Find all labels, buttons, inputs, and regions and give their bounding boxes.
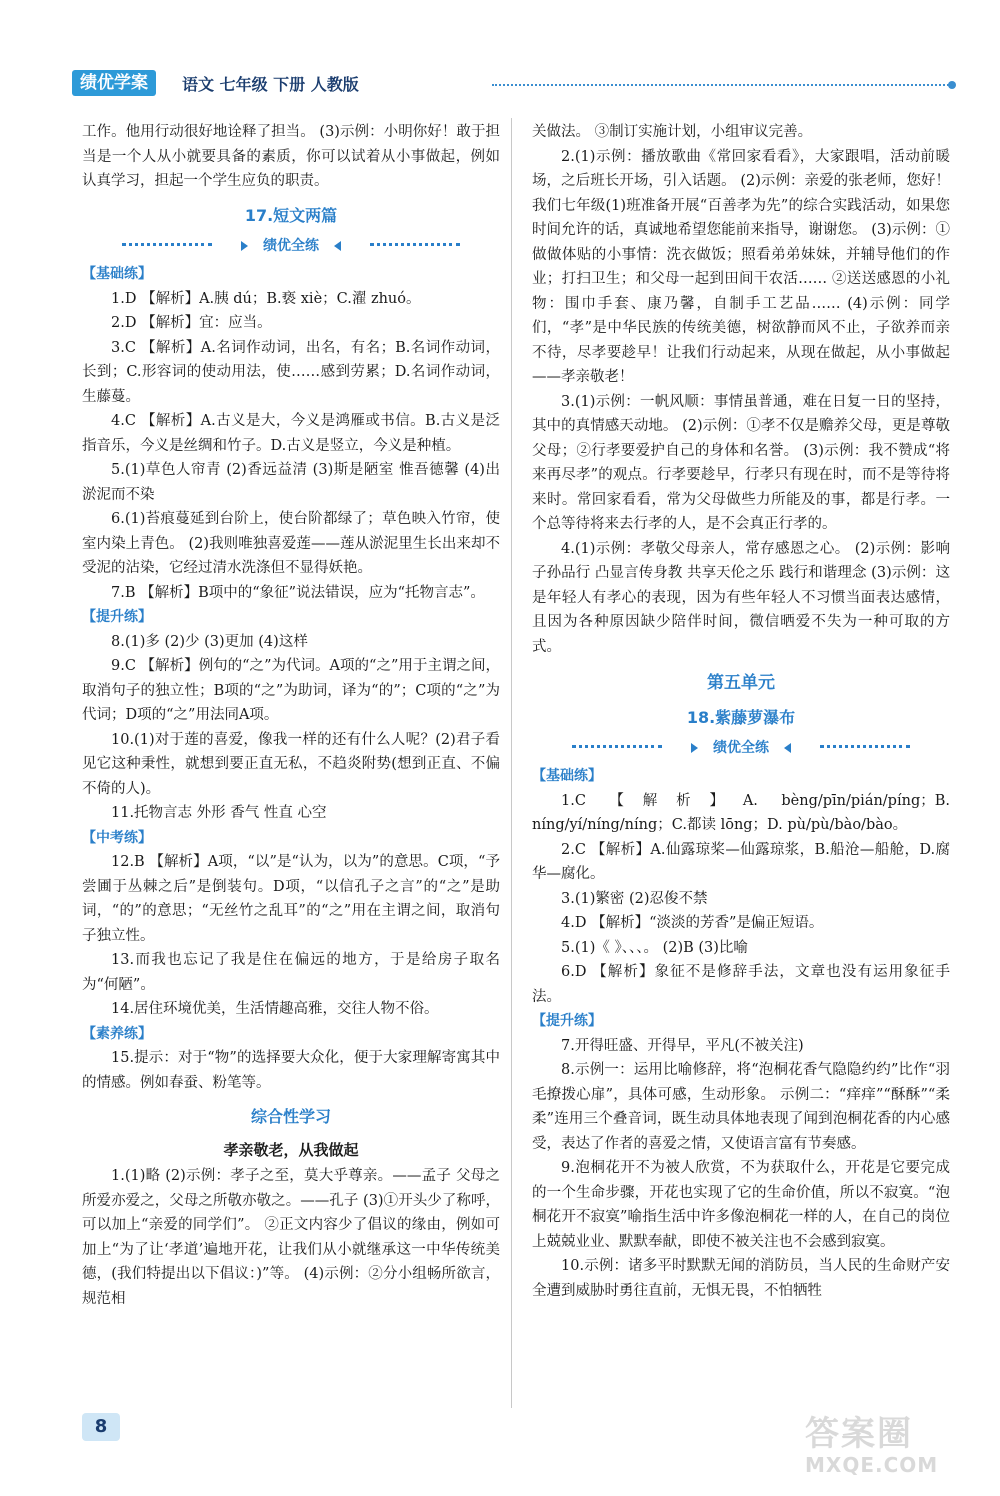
answer-item: 10.示例：诸多平时默默无闻的消防员，当人民的生命财产安全遭到威胁时勇往直前，无惧无畏，不怕牺牲 bbox=[532, 1258, 950, 1299]
brand-logo: 绩优学案 bbox=[72, 70, 156, 96]
answer-item: 7.开得旺盛、开得早，平凡(不被关注) bbox=[561, 1037, 804, 1054]
left-column bbox=[82, 120, 500, 1311]
answer-item: 15.提示：对于“物”的选择要大众化，便于大家理解寄寓其中的情感。例如春蚕、粉笔等。 bbox=[82, 1050, 500, 1091]
column-divider bbox=[511, 118, 512, 1408]
answer-item: 5.(1)草色人帘青 (2)香远益清 (3)斯是陋室 惟吾德馨 (4)出淤泥而不染 bbox=[82, 462, 500, 503]
page-header bbox=[72, 70, 952, 100]
answer-item: 9.泡桐花开不为被人欣赏，不为获取什么，开花是它要完成的一个生命步骤，开花也实现了它的生命价值，所以不寂寞。“泡桐花开不寂寞”喻指生活中许多像泡桐花一样的人，在自己的岗位上兢兢业业、默默奉献，即使不被关注也不会感到寂寞。 bbox=[532, 1160, 950, 1250]
answer-item: 7.B 【解析】B项中的“象征”说法错误，应为“托物言志”。 bbox=[111, 584, 485, 601]
banner-label: 绩优全练 bbox=[713, 740, 769, 756]
practice-banner bbox=[532, 736, 950, 756]
section-18-title: 18.紫藤萝瀑布 bbox=[686, 707, 796, 727]
answer-item: 4.C 【解析】A.古义是大，今义是鸿雁或书信。B.古义是泛指音乐，今义是丝绸和竹子。D.古义是竖立，今义是种植。 bbox=[82, 413, 500, 454]
answer-item: 13.而我也忘记了我是住在偏远的地方，于是给房子取名为“何陋”。 bbox=[82, 952, 500, 993]
answer-item: 1.C 【解析】A. bèng/pīn/pián/píng；B. níng/yí/níng/níng；C.都读 lōng；D. pù/pù/bào/bào。 bbox=[532, 792, 950, 833]
answer-item: 4.(1)示例：孝敬父母亲人，常存感恩之心。 (2)示例：影响子孙品行 凸显言传身教 共享天伦之乐 践行和谐理念 (3)示例：这是年轻人有孝心的表现，因为有些年轻人不习惯当面表达感情，且因为各种原因缺少陪伴时间，微信晒爱不失为一种可取的方式。 bbox=[532, 540, 950, 655]
answer-item: 6.(1)苔痕蔓延到台阶上，使台阶都绿了；草色映入竹帘，使室内染上青色。 (2)我则唯独喜爱莲——莲从淤泥里生长出来却不受泥的沾染，它经过清水洗涤但不显得妖艳。 bbox=[82, 511, 500, 576]
tag-literacy: 【素养练】 bbox=[82, 1025, 152, 1042]
right-column bbox=[532, 120, 950, 1303]
comprehensive-title: 综合性学习 bbox=[250, 1107, 331, 1126]
tag-improve: 【提升练】 bbox=[532, 1013, 602, 1029]
watermark-text: 答案圈 bbox=[805, 1414, 913, 1454]
banner-label: 绩优全练 bbox=[263, 238, 319, 254]
practice-banner bbox=[82, 234, 500, 254]
subject-label: 语文 七年级 下册 人教版 bbox=[182, 75, 359, 94]
banner-dots-left bbox=[572, 745, 662, 748]
answer-item: 12.B 【解析】A项，“以”是“认为，以为”的意思。C项，“予尝圃于丛棘之后”是倒装句。D项，“以信孔子之言”的“之”是助词，“的”的意思；“无丝竹之乱耳”的“之”用在主谓之间，取消句子独立性。 bbox=[82, 854, 500, 944]
tag-exam: 【中考练】 bbox=[82, 829, 152, 846]
page-number: 8 bbox=[82, 1413, 120, 1441]
answer-item: 11.托物言志 外形 香气 性直 心空 bbox=[111, 805, 327, 821]
watermark-url: MXQE.COM bbox=[805, 1453, 939, 1477]
section-17-title: 17.短文两篇 bbox=[244, 205, 338, 225]
answer-item: 关做法。 ③制订实施计划，小组审议完善。 bbox=[532, 124, 813, 140]
answer-item: 8.示例一：运用比喻修辞，将“泡桐花香气隐隐约约”比作“羽毛撩拨心扉”，具体可感，生动形象。 示例二：“痒痒”“酥酥”“柔柔”连用三个叠音词，既生动具体地表现了闻到泡桐花香的内心感受，表达了作者的喜爱之情，又使语言富有节奏感。 bbox=[532, 1062, 950, 1152]
answer-item: 14.居住环境优美，生活情趣高雅，交往人物不俗。 bbox=[111, 1001, 439, 1017]
comprehensive-subtitle: 孝亲敬老，从我做起 bbox=[223, 1140, 359, 1159]
answer-item: 2.D 【解析】宜：应当。 bbox=[111, 315, 272, 331]
answer-item: 4.D 【解析】“淡淡的芳香”是偏正短语。 bbox=[561, 915, 824, 931]
tag-basic: 【基础练】 bbox=[82, 266, 152, 282]
tag-improve: 【提升练】 bbox=[82, 609, 152, 625]
answer-item: 10.(1)对于莲的喜爱，像我一样的还有什么人呢？(2)君子看见它这种秉性，就想到要正直无私，不趋炎附势(想到正直、不偏不倚的人)。 bbox=[82, 731, 500, 797]
answer-item: 9.C 【解析】例句的“之”为代词。A项的“之”用于主谓之间，取消句子的独立性；B项的“之”为助词，译为“的”；C项的“之”为代词；D项的“之”用法同A项。 bbox=[82, 658, 500, 723]
answer-item: 2.(1)示例：播放歌曲《常回家看看》，大家跟唱，活动前暖场，之后班长开场，引入话题。 (2)示例：亲爱的张老师，您好！我们七年级(1)班准备开展“百善孝为先”的综合实践活动，如果您时间允许的话，真诚地希望您能前来指导，谢谢您。 (3)示例：①做做体贴的小事情：洗衣做饭；照看弟弟妹妹，并辅导他们的作业；打扫卫生；和父母一起到田间干农活…… ②送送感恩的小礼物：围巾手套、康乃馨，自制手工艺品…… (4)示例：同学们，“孝”是中华民族的传统美德，树欲静而风不止，子欲养而亲不待，尽孝要趁早！让我们行动起来，从现在做起，从小事做起——孝亲敬老！ bbox=[532, 148, 950, 385]
header-dotted-line bbox=[492, 84, 952, 86]
answer-item: 8.(1)多 (2)少 (3)更加 (4)这样 bbox=[111, 633, 308, 650]
banner-dots-right bbox=[370, 243, 460, 246]
tag-basic: 【基础练】 bbox=[532, 768, 602, 784]
banner-arrow-right-icon bbox=[334, 241, 341, 251]
banner-arrow-left-icon bbox=[691, 743, 698, 753]
answer-item: 2.C 【解析】A.仙露琼桨—仙露琼浆，B.船沧—船舱，D.腐华—腐化。 bbox=[532, 841, 950, 882]
answer-item: 1.(1)略 (2)示例：孝子之至，莫大乎尊亲。——孟子 父母之所爱亦爱之，父母之所敬亦敬之。——孔子 (3)①开头少了称呼，可以加上“亲爱的同学们”。 ②正文内容少了倡议的缘由，例如可加上“为了让‘孝道’遍地开花，让我们从小就继承这一中华传统美德，(我们特提出以下倡议：)”等。 (4)示例：②分小组畅所欲言，规范相 bbox=[82, 1168, 500, 1307]
watermark-logo bbox=[805, 1415, 965, 1485]
banner-dots-right bbox=[820, 745, 910, 748]
banner-dots-left bbox=[122, 243, 212, 246]
answer-item: 3.(1)繁密 (2)忍俊不禁 bbox=[561, 890, 708, 907]
answer-item: 1.D 【解析】A.胰 dú；B.亵 xiè；C.濯 zhuó。 bbox=[111, 290, 421, 307]
banner-arrow-right-icon bbox=[784, 743, 791, 753]
unit-title: 第五单元 bbox=[707, 673, 775, 693]
answer-item: 3.(1)示例：一帆风顺：事情虽普通，难在日复一日的坚持，其中的真情感天动地。 (2)示例：①孝不仅是赡养父母，更是尊敬父母；②行孝要爱护自己的身体和名誉。 (3)示例：我不赞成“将来再尽孝”的观点。行孝要趁早，行孝只有现在时，而不是等待将来时。常回家看看，常为父母做些力所能及的事，都是行孝。一个总等待将来去行孝的人，是不会真正行孝的。 bbox=[532, 393, 950, 532]
answer-item: 3.C 【解析】A.名词作动词，出名，有名；B.名词作动词，长到；C.形容词的使动用法，使……感到劳累；D.名词作动词，生藤蔓。 bbox=[82, 339, 500, 405]
intro-paragraph: 工作。他用行动很好地诠释了担当。 (3)示例：小明你好！敢于担当是一个人从小就要具备的素质，你可以试着从小事做起，例如认真学习，担起一个学生应负的职责。 bbox=[82, 124, 500, 189]
banner-arrow-left-icon bbox=[241, 241, 248, 251]
answer-item: 6.D 【解析】象征不是修辞手法，文章也没有运用象征手法。 bbox=[532, 964, 950, 1005]
answer-item: 5.(1)《 》、、、。 (2)B (3)比喻 bbox=[561, 939, 748, 956]
